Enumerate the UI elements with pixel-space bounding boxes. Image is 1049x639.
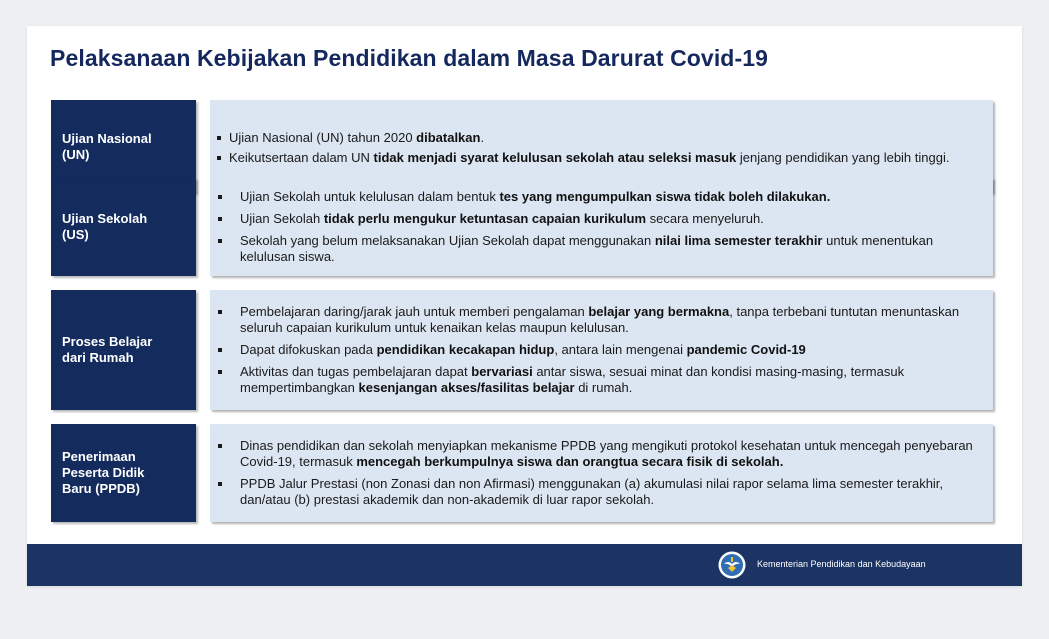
bullet-emphasis: nilai lima semester terakhir bbox=[654, 233, 823, 248]
bullet-item bbox=[210, 342, 993, 358]
bullet-item bbox=[210, 233, 993, 265]
bullet-item bbox=[210, 476, 993, 508]
bullet-list bbox=[210, 130, 993, 166]
bullet-emphasis: dibatalkan bbox=[416, 129, 481, 145]
bullet-item bbox=[210, 364, 993, 396]
bullet-text: . bbox=[480, 129, 485, 145]
bullet-emphasis: bervariasi bbox=[471, 364, 533, 379]
section-label: Proses Belajar dari Rumah bbox=[51, 290, 196, 410]
bullet-item bbox=[210, 304, 993, 336]
bullet-item bbox=[210, 130, 993, 146]
bullet-item bbox=[210, 211, 993, 227]
bullet-text: Ujian Sekolah untuk kelulusan dalam bentuk bbox=[240, 189, 500, 204]
bullet-emphasis: tidak perlu mengukur ketuntasan capaian kurikulum bbox=[323, 211, 647, 226]
bullet-text: , antara lain mengenai bbox=[554, 342, 687, 357]
bullet-text: PPDB Jalur Prestasi (non Zonasi dan non Afirmasi) menggunakan (a) akumulasi nilai rapor selama lima semester terakhir, dan/atau (b) prestasi akademik dan non-akademik di luar rapor sekolah. bbox=[240, 476, 944, 507]
bullet-text: Dinas pendidikan dan sekolah menyiapkan mekanisme PPDB yang mengikuti protokol kesehatan untuk mencegah penyebaran Covid-19, termasuk bbox=[240, 438, 973, 469]
tut-wuri-handayani-logo-icon bbox=[718, 551, 746, 579]
section-content bbox=[210, 290, 993, 410]
slide bbox=[27, 26, 1022, 586]
bullet-text: Ujian Nasional (UN) tahun 2020 bbox=[229, 129, 417, 145]
bullet-list bbox=[210, 304, 993, 396]
section-label: Ujian Sekolah (US) bbox=[51, 178, 196, 276]
bullet-emphasis: pandemic Covid-19 bbox=[686, 342, 806, 357]
bullet-item bbox=[210, 189, 993, 205]
bullet-text: di rumah. bbox=[574, 380, 633, 395]
bullet-emphasis: belajar yang bermakna bbox=[588, 304, 730, 319]
bullet-text: Aktivitas dan tugas pembelajaran dapat bbox=[240, 364, 472, 379]
bullet-item bbox=[210, 438, 993, 470]
bullet-emphasis: tidak menjadi syarat kelulusan sekolah atau seleksi masuk bbox=[373, 149, 737, 165]
bullet-list bbox=[210, 438, 993, 508]
section-content bbox=[210, 178, 993, 276]
section-label: Ujian Nasional (UN) bbox=[51, 100, 196, 193]
bullet-emphasis: pendidikan kecakapan hidup bbox=[376, 342, 555, 357]
bullet-text: Dapat difokuskan pada bbox=[240, 342, 377, 357]
bullet-item bbox=[210, 150, 993, 166]
bullet-text: Keikutsertaan dalam UN bbox=[229, 149, 374, 165]
bullet-text: , tanpa terbebani tuntutan menuntaskan seluruh capaian kurikulum untuk kenaikan kelas maupun kelulusan. bbox=[240, 304, 960, 335]
bullet-text: Pembelajaran daring/jarak jauh untuk memberi pengalaman bbox=[240, 304, 589, 319]
footer-bar bbox=[27, 544, 1022, 586]
footer-organization: Kementerian Pendidikan dan Kebudayaan bbox=[757, 559, 926, 569]
page-title: Pelaksanaan Kebijakan Pendidikan dalam Masa Darurat Covid-19 bbox=[50, 45, 768, 71]
bullet-emphasis: kesenjangan akses/fasilitas belajar bbox=[358, 380, 575, 395]
bullet-text: jenjang pendidikan yang lebih tinggi. bbox=[736, 149, 950, 165]
bullet-text: antar siswa, sesuai minat dan kondisi masing-masing, termasuk mempertimbangkan bbox=[240, 364, 905, 395]
bullet-emphasis: tes yang mengumpulkan siswa tidak boleh dilakukan. bbox=[499, 189, 831, 204]
section-content bbox=[210, 424, 993, 522]
bullet-text: Ujian Sekolah bbox=[240, 211, 324, 226]
section-label: Penerimaan Peserta Didik Baru (PPDB) bbox=[51, 424, 196, 522]
bullet-text: untuk menentukan kelulusan siswa. bbox=[240, 233, 934, 264]
bullet-emphasis: mencegah berkumpulnya siswa dan orangtua secara fisik di sekolah. bbox=[356, 454, 784, 469]
bullet-text: secara menyeluruh. bbox=[646, 211, 764, 226]
bullet-list bbox=[210, 189, 993, 265]
bullet-text: Sekolah yang belum melaksanakan Ujian Sekolah dapat menggunakan bbox=[240, 233, 655, 248]
